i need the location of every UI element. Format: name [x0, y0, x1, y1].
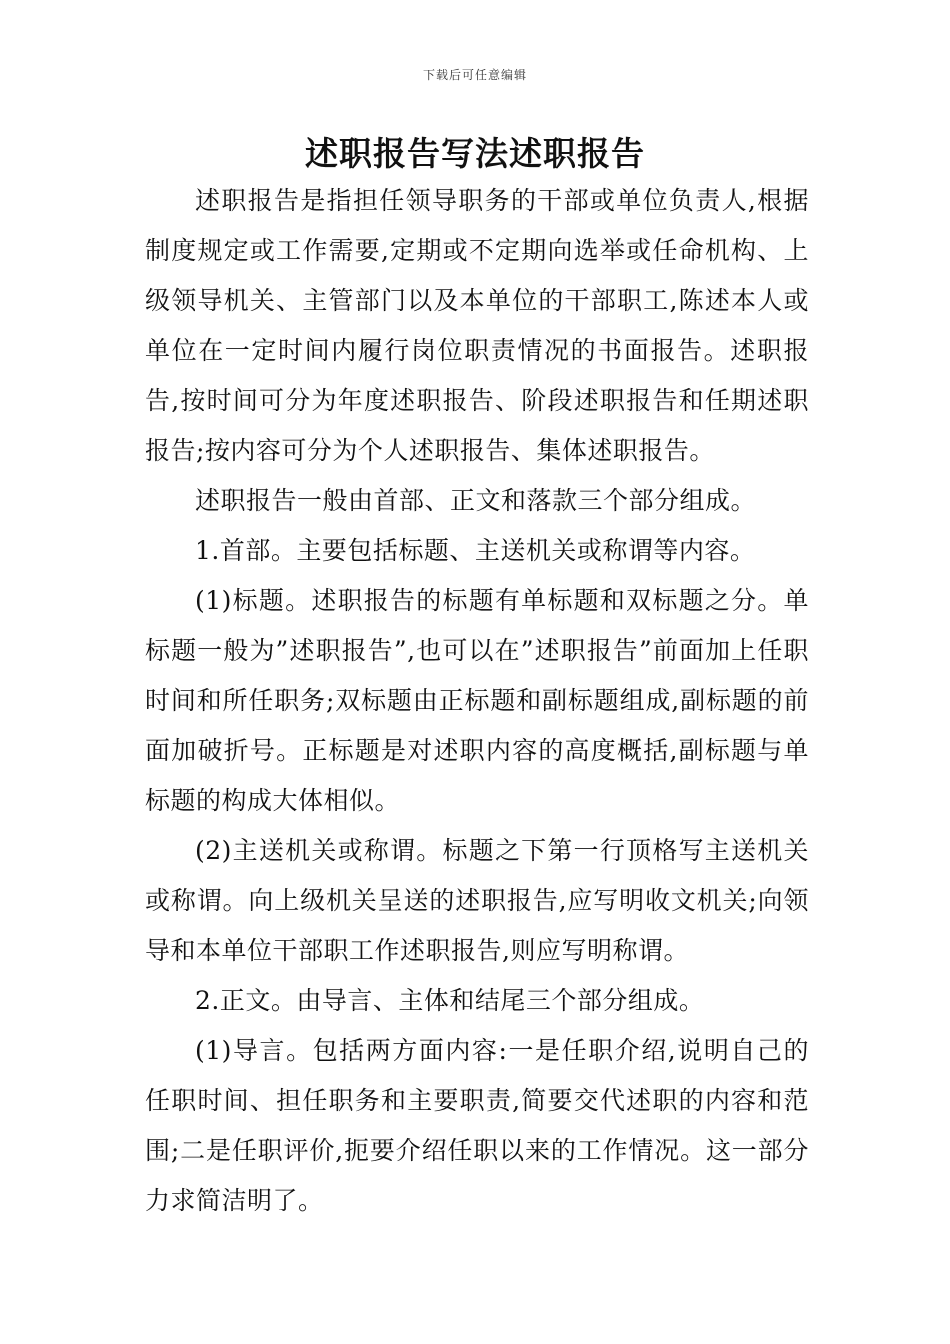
paragraph-addressee-rules: (2)主送机关或称谓。标题之下第一行顶格写主送机关或称谓。向上级机关呈送的述职报告,应写明收文机关;向领导和本单位干部职工作述职报告,则应写明称谓。: [145, 836, 809, 965]
document-body: [145, 176, 809, 1226]
paragraph-title-rules: (1)标题。述职报告的标题有单标题和双标题之分。单标题一般为”述职报告”,也可以在”述职报告”前面加上任职时间和所任职务;双标题由正标题和副标题组成,副标题的前面加破折号。正标题是对述职内容的高度概括,副标题与单标题的构成大体相似。: [145, 586, 809, 815]
paragraph-body-section: 2.正文。由导言、主体和结尾三个部分组成。: [195, 986, 705, 1015]
paragraph-structure: 述职报告一般由首部、正文和落款三个部分组成。: [195, 486, 757, 515]
paragraph-header-section: 1.首部。主要包括标题、主送机关或称谓等内容。: [195, 536, 756, 565]
paragraph-introduction-rules: (1)导言。包括两方面内容:一是任职介绍,说明自己的任职时间、担任职务和主要职责,简要交代述职的内容和范围;二是任职评价,扼要介绍任职以来的工作情况。这一部分力求简洁明了。: [145, 1036, 809, 1215]
page-header-note: 下载后可任意编辑: [422, 68, 527, 82]
document-title: 述职报告写法述职报告: [305, 134, 645, 173]
paragraph-definition: 述职报告是指担任领导职务的干部或单位负责人,根据制度规定或工作需要,定期或不定期向选举或任命机构、上级领导机关、主管部门以及本单位的干部职工,陈述本人或单位在一定时间内履行岗位职责情况的书面报告。述职报告,按时间可分为年度述职报告、阶段述职报告和任期述职报告;按内容可分为个人述职报告、集体述职报告。: [145, 186, 809, 465]
